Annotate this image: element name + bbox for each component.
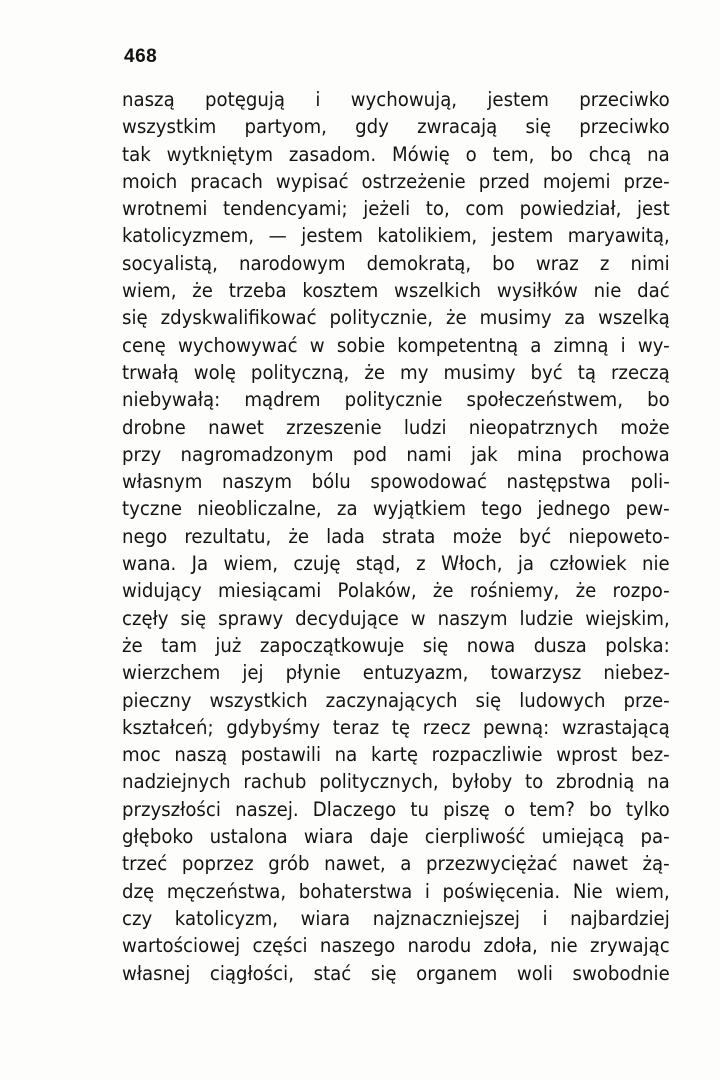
word: politycznie, bbox=[329, 306, 434, 330]
word: niebywałą: bbox=[122, 388, 221, 412]
word: Włoch, bbox=[441, 552, 503, 576]
word: lada bbox=[326, 524, 365, 548]
word: może bbox=[620, 415, 670, 439]
word: strata bbox=[382, 524, 436, 548]
word: nie bbox=[642, 552, 670, 576]
word: męczeństwa, bbox=[166, 879, 287, 903]
word: że bbox=[122, 633, 143, 657]
word: czy bbox=[122, 906, 153, 930]
word: poprzez bbox=[181, 852, 254, 876]
word: woli bbox=[516, 961, 553, 985]
page-number: 468 bbox=[124, 46, 158, 67]
word: się bbox=[422, 633, 449, 657]
word: już bbox=[215, 633, 242, 657]
word: wprost bbox=[556, 743, 618, 767]
word: sprawy bbox=[218, 606, 284, 630]
word: wiem, bbox=[615, 879, 670, 903]
word: to bbox=[524, 770, 544, 794]
word: swobodnie bbox=[572, 961, 670, 985]
word: przezwyciężać bbox=[426, 852, 558, 876]
word: zasadom. bbox=[288, 142, 377, 166]
word: wytkniętym bbox=[166, 142, 273, 166]
word: pod bbox=[352, 442, 388, 466]
word: jestem bbox=[491, 224, 554, 248]
word: nieopatrznych bbox=[468, 415, 598, 439]
word: rzecz bbox=[422, 715, 471, 739]
word: pieczny bbox=[122, 688, 192, 712]
word: prze- bbox=[623, 169, 670, 193]
word: — bbox=[268, 224, 287, 248]
word: tam bbox=[161, 633, 197, 657]
word: na bbox=[647, 770, 670, 794]
word: entuzyazm, bbox=[362, 661, 469, 685]
word: gdybyśmy bbox=[226, 715, 321, 739]
word: Mówię bbox=[391, 142, 450, 166]
word: ja bbox=[517, 552, 535, 576]
word: z bbox=[599, 251, 610, 275]
word: jak bbox=[470, 442, 498, 466]
word: wy- bbox=[637, 333, 670, 357]
word: niepoweto- bbox=[568, 524, 670, 548]
word: za bbox=[336, 497, 358, 521]
word: tem, bbox=[492, 142, 535, 166]
word: zrywając bbox=[589, 934, 670, 958]
word: gdy bbox=[355, 115, 389, 139]
word: bohaterstwa bbox=[298, 879, 413, 903]
word: że bbox=[192, 279, 213, 303]
word: pewną: bbox=[483, 715, 550, 739]
word: o bbox=[504, 797, 516, 821]
text-line bbox=[122, 550, 670, 577]
word: przeciwko bbox=[579, 115, 670, 139]
word: nie bbox=[549, 934, 578, 958]
word: rośniemy, bbox=[469, 579, 560, 603]
word: że bbox=[288, 524, 310, 548]
word: teraz bbox=[332, 715, 380, 739]
word: człowiek bbox=[549, 552, 627, 576]
word: katolicyzmem, bbox=[122, 224, 255, 248]
word: nimi bbox=[630, 251, 670, 275]
text-line bbox=[122, 386, 670, 413]
word: grób bbox=[268, 852, 310, 876]
text-line bbox=[122, 359, 670, 386]
word: rezultatu, bbox=[184, 524, 272, 548]
word: poli- bbox=[630, 470, 670, 494]
text-line bbox=[122, 113, 670, 140]
word: cierpliwość bbox=[424, 825, 526, 849]
word: wysiłków bbox=[496, 279, 578, 303]
word: musimy bbox=[479, 306, 552, 330]
word: my bbox=[400, 360, 429, 384]
word: politycznie bbox=[344, 388, 443, 412]
text-line bbox=[122, 168, 670, 195]
word: zdyskwalifikować bbox=[160, 306, 317, 330]
word: tak bbox=[122, 142, 151, 166]
text-line bbox=[122, 850, 670, 877]
word: naszym bbox=[222, 470, 293, 494]
word: naszą bbox=[174, 743, 228, 767]
word: być bbox=[519, 524, 552, 548]
word: a bbox=[400, 852, 412, 876]
word: jeżeli bbox=[363, 197, 411, 221]
word: na bbox=[647, 142, 670, 166]
word: bez- bbox=[630, 743, 670, 767]
text-line bbox=[122, 905, 670, 932]
text-line bbox=[122, 741, 670, 768]
text-line bbox=[122, 687, 670, 714]
word: kartę bbox=[370, 743, 418, 767]
word: bo bbox=[647, 388, 670, 412]
text-line bbox=[122, 468, 670, 495]
text-line bbox=[122, 523, 670, 550]
word: postawili bbox=[240, 743, 322, 767]
word: tem? bbox=[529, 797, 575, 821]
word: i bbox=[542, 906, 548, 930]
word: może bbox=[452, 524, 502, 548]
word: mina bbox=[516, 442, 563, 466]
word: jest bbox=[636, 197, 670, 221]
text-line bbox=[122, 332, 670, 359]
text-line bbox=[122, 605, 670, 632]
word: dusza bbox=[533, 633, 587, 657]
word: naszym bbox=[437, 606, 508, 630]
word: wiejskim, bbox=[585, 606, 670, 630]
word: zrzeszenie bbox=[286, 415, 382, 439]
word: przy bbox=[122, 442, 162, 466]
text-line bbox=[122, 141, 670, 168]
word: bo bbox=[492, 251, 515, 275]
word: Dlaczego bbox=[312, 797, 397, 821]
word: na bbox=[334, 743, 358, 767]
text-line bbox=[122, 878, 670, 905]
word: rozpo- bbox=[612, 579, 670, 603]
word: ostrzeżenie bbox=[361, 169, 466, 193]
word: niebez- bbox=[603, 661, 670, 685]
word: nieobliczalne, bbox=[197, 497, 322, 521]
word: wartościowej bbox=[122, 934, 241, 958]
word: spowodować bbox=[370, 470, 487, 494]
word: polska: bbox=[605, 633, 670, 657]
word: zdoła, bbox=[483, 934, 538, 958]
word: naszej. bbox=[235, 797, 299, 821]
word: bo bbox=[550, 142, 573, 166]
word: trwałą bbox=[122, 360, 179, 384]
word: własnym bbox=[122, 470, 203, 494]
word: naszego bbox=[319, 934, 396, 958]
word: wrotnemi bbox=[122, 197, 208, 221]
word: zwracają bbox=[417, 115, 498, 139]
word: o bbox=[465, 142, 477, 166]
word: wiem, bbox=[223, 552, 278, 576]
word: nami bbox=[406, 442, 452, 466]
word: się bbox=[180, 606, 207, 630]
word: poświęcenia. bbox=[442, 879, 561, 903]
word: katolikiem, bbox=[377, 224, 478, 248]
body-text bbox=[122, 86, 670, 987]
word: musimy bbox=[443, 360, 516, 384]
word: własnej bbox=[122, 961, 191, 985]
word: zaczynających bbox=[325, 688, 458, 712]
word: przyszłości bbox=[122, 797, 221, 821]
word: maryawitą, bbox=[567, 224, 670, 248]
word: rachub bbox=[243, 770, 307, 794]
word: wraz bbox=[535, 251, 579, 275]
word: że bbox=[364, 360, 386, 384]
word: za bbox=[564, 306, 586, 330]
word: wzrastającą bbox=[561, 715, 670, 739]
word: żą- bbox=[642, 852, 670, 876]
word: zapoczątkowuje bbox=[259, 633, 405, 657]
word: głęboko bbox=[122, 825, 194, 849]
text-line bbox=[122, 250, 670, 277]
word: się bbox=[122, 306, 148, 330]
word: pracach bbox=[190, 169, 263, 193]
text-line bbox=[122, 659, 670, 686]
word: społeczeństwem, bbox=[466, 388, 623, 412]
word: kosztem bbox=[302, 279, 379, 303]
text-line bbox=[122, 960, 670, 987]
word: chcą bbox=[588, 142, 632, 166]
word: rzeczą bbox=[610, 360, 670, 384]
word: mojemi bbox=[542, 169, 611, 193]
word: i bbox=[620, 333, 626, 357]
word: kształceń; bbox=[122, 715, 214, 739]
word: że bbox=[432, 579, 454, 603]
word: dać bbox=[637, 279, 670, 303]
word: przeciwko bbox=[579, 88, 670, 111]
word: moich bbox=[122, 169, 178, 193]
word: wszystkim bbox=[122, 115, 217, 139]
word: a bbox=[530, 333, 542, 357]
word: to, bbox=[425, 197, 450, 221]
word: cenę bbox=[122, 333, 166, 357]
word: politycznych, bbox=[319, 770, 439, 794]
word: wierzchem bbox=[122, 661, 221, 685]
text-line bbox=[122, 796, 670, 823]
word: być bbox=[530, 360, 563, 384]
word: mądrem bbox=[244, 388, 321, 412]
word: i bbox=[315, 88, 321, 111]
word: Ja bbox=[191, 552, 209, 576]
word: polityczną, bbox=[250, 360, 350, 384]
word: bo bbox=[589, 797, 612, 821]
word: jestem bbox=[487, 88, 549, 111]
word: zbrodnią bbox=[555, 770, 635, 794]
word: wszystkich bbox=[209, 688, 308, 712]
word: daje bbox=[369, 825, 409, 849]
word: tą bbox=[577, 360, 596, 384]
word: sobie bbox=[336, 333, 386, 357]
text-line bbox=[122, 714, 670, 741]
word: demokratą, bbox=[366, 251, 472, 275]
word: najbardziej bbox=[570, 906, 670, 930]
word: zimną bbox=[553, 333, 609, 357]
word: nawet bbox=[208, 415, 264, 439]
word: jestem bbox=[301, 224, 363, 248]
word: naszą bbox=[122, 88, 175, 111]
word: Polaków, bbox=[337, 579, 417, 603]
word: z bbox=[416, 552, 426, 576]
word: pa- bbox=[640, 825, 670, 849]
word: wszelką bbox=[598, 306, 670, 330]
word: ludzi bbox=[403, 415, 447, 439]
word: nadziejnych bbox=[122, 770, 231, 794]
word: najznaczniejszej bbox=[372, 906, 520, 930]
word: trzeć bbox=[122, 852, 168, 876]
word: jej bbox=[242, 661, 264, 685]
word: w bbox=[410, 606, 426, 630]
word: widujący bbox=[122, 579, 202, 603]
word: powiedział, bbox=[519, 197, 622, 221]
word: się bbox=[475, 688, 502, 712]
word: byłoby bbox=[451, 770, 513, 794]
word: bólu bbox=[311, 470, 351, 494]
word: decydujące bbox=[295, 606, 399, 630]
word: i bbox=[424, 879, 430, 903]
word: wiem, bbox=[122, 279, 177, 303]
word: towarzysz bbox=[490, 661, 582, 685]
word: narodu bbox=[407, 934, 472, 958]
word: stać bbox=[313, 961, 352, 985]
word: wiara bbox=[300, 906, 351, 930]
word: wana. bbox=[122, 552, 177, 576]
word: nego bbox=[122, 524, 168, 548]
word: Nie bbox=[572, 879, 603, 903]
text-line bbox=[122, 768, 670, 795]
word: piszę bbox=[443, 797, 490, 821]
word: wolę bbox=[193, 360, 236, 384]
word: drobne bbox=[122, 415, 186, 439]
word: wypisać bbox=[275, 169, 349, 193]
word: wiara bbox=[303, 825, 354, 849]
text-line bbox=[122, 195, 670, 222]
word: wychowywać bbox=[177, 333, 298, 357]
word: rozpaczliwie bbox=[431, 743, 543, 767]
word: nie bbox=[593, 279, 622, 303]
word: miesiącami bbox=[218, 579, 322, 603]
text-line bbox=[122, 441, 670, 468]
text-line bbox=[122, 86, 670, 113]
word: wyjątkiem bbox=[372, 497, 467, 521]
text-line bbox=[122, 577, 670, 604]
word: wszelkich bbox=[394, 279, 482, 303]
word: następstwa bbox=[506, 470, 611, 494]
word: częły bbox=[122, 606, 169, 630]
word: nowa bbox=[466, 633, 516, 657]
word: że bbox=[575, 579, 597, 603]
word: ludowych bbox=[519, 688, 606, 712]
text-line bbox=[122, 823, 670, 850]
word: tego bbox=[481, 497, 523, 521]
word: przed bbox=[478, 169, 530, 193]
word: że bbox=[445, 306, 467, 330]
word: prochowa bbox=[581, 442, 670, 466]
text-line bbox=[122, 932, 670, 959]
word: pew- bbox=[625, 497, 670, 521]
word: nagromadzonym bbox=[180, 442, 334, 466]
text-line bbox=[122, 495, 670, 522]
word: umiejącą bbox=[541, 825, 625, 849]
word: się bbox=[525, 115, 552, 139]
word: wychowują, bbox=[350, 88, 458, 111]
word: części bbox=[252, 934, 308, 958]
word: tendencyami; bbox=[223, 197, 348, 221]
word: tu bbox=[410, 797, 429, 821]
text-line bbox=[122, 304, 670, 331]
word: moc bbox=[122, 743, 161, 767]
word: się bbox=[370, 961, 397, 985]
word: potęgują bbox=[205, 88, 286, 111]
word: ustalona bbox=[209, 825, 288, 849]
word: czuję bbox=[293, 552, 341, 576]
word: nawet bbox=[572, 852, 628, 876]
word: trzeba bbox=[228, 279, 287, 303]
word: katolicyzm, bbox=[174, 906, 279, 930]
word: w bbox=[309, 333, 325, 357]
word: com bbox=[465, 197, 505, 221]
word: narodowym bbox=[238, 251, 346, 275]
word: prze- bbox=[623, 688, 670, 712]
word: jednego bbox=[537, 497, 611, 521]
word: kompetentną bbox=[397, 333, 519, 357]
word: dzę bbox=[122, 879, 155, 903]
word: tyczne bbox=[122, 497, 182, 521]
word: organem bbox=[416, 961, 498, 985]
text-line bbox=[122, 414, 670, 441]
word: ludzie bbox=[519, 606, 574, 630]
word: partyom, bbox=[244, 115, 327, 139]
text-line bbox=[122, 222, 670, 249]
word: tę bbox=[391, 715, 411, 739]
word: socyalistą, bbox=[122, 251, 218, 275]
text-line bbox=[122, 632, 670, 659]
text-line bbox=[122, 277, 670, 304]
word: stąd, bbox=[355, 552, 401, 576]
word: ciągłości, bbox=[209, 961, 294, 985]
word: płynie bbox=[285, 661, 341, 685]
word: tylko bbox=[625, 797, 670, 821]
word: nawet, bbox=[324, 852, 386, 876]
